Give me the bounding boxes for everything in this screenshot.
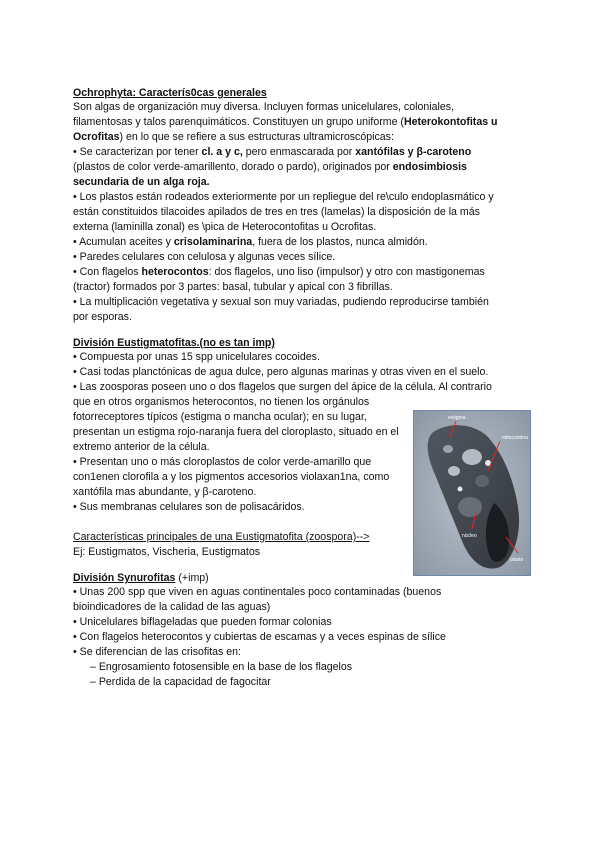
section1-bullet: • Acumulan aceites y crisolaminarina, fuera de los plastos, nunca almidón. [73, 236, 428, 248]
section1-bullet: • Los plastos están rodeados exteriormente por un repliegue del re\culo endoplasmático y [73, 191, 494, 203]
section2-bullet: • Casi todas planctónicas de agua dulce, pero algunas marinas y otras viven en el suelo. [73, 366, 489, 378]
section2-line: presentan un estigma rojo-naranja fuera del cloroplasto, situado en el [73, 426, 399, 438]
section2-line: con1enen clorofila a y los pigmentos accesorios violaxan1na, como [73, 471, 390, 483]
section3-subitem: – Perdida de la capacidad de fagocitar [90, 676, 271, 688]
section1-line: están constituidos tilacoides apilados de tres en tres (lamelas) la disposición de la más [73, 206, 480, 218]
section2-bullet: • Las zoosporas poseen uno o dos flagelos que surgen del ápice de la célula. Al contrario [73, 381, 492, 393]
label-mitocondria: mitocondria [502, 435, 528, 441]
section2-line: extremo anterior de la célula. [73, 441, 210, 453]
section1-line: secundaria de un alga roja. [73, 176, 210, 188]
section1-line: filamentosas y talos parenquimáticos. Constituyen un grupo uniforme (Heterokontofitas u [73, 116, 498, 128]
section2-bullet: • Compuesta por unas 15 spp unicelulares cocoides. [73, 351, 320, 363]
section1-bullet: • Paredes celulares con celulosa y algunas veces sílice. [73, 251, 336, 263]
section1-line: Son algas de organización muy diversa. Incluyen formas unicelulares, coloniales, [73, 101, 454, 113]
section2-line: fotorreceptores típicos (estigma o mancha ocular); en su lugar, [73, 411, 367, 423]
section1-line: (plastos de color verde-amarillento, dorado o pardo), originados por endosimbiosis [73, 161, 467, 173]
section1-line: por esporas. [73, 311, 132, 323]
section2-bullet: • Sus membranas celulares son de polisacáridos. [73, 501, 305, 513]
label-nucleo: núcleo [462, 533, 477, 539]
eustigmatophyte-micrograph [413, 410, 531, 576]
micrograph-image [414, 411, 530, 575]
section3-title: División Synurofitas (+imp) [73, 572, 209, 584]
section1-bullet: • Con flagelos heterocontos: dos flagelos, uno liso (impulsor) y otro con mastigonemas [73, 266, 485, 278]
section3-subitem: – Engrosamiento fotosensible en la base de los flagelos [90, 661, 353, 673]
label-plasto: plasto [510, 557, 524, 563]
section3-bullet: • Unicelulares biflageladas que pueden formar colonias [73, 616, 332, 628]
section2-line: que en otros organismos heterocontos, no tienen los orgánulos [73, 396, 370, 408]
section3-bullet: • Se diferencian de las crisofitas en: [73, 646, 241, 658]
section2-title: División Eustigmatofitas.(no es tan imp) [73, 337, 275, 349]
section1-line: (tractor) formados por 3 partes: basal, tubular y apical con 3 fibrillas. [73, 281, 393, 293]
section1-line: Ocrofitas) en lo que se refiere a sus estructuras ultramicroscópicas: [73, 131, 394, 143]
section1-line: externa (laminilla zonal) es \pica de Heterocontofitas u Ocrofitas. [73, 221, 377, 233]
label-estigma: estigma [448, 415, 466, 421]
section2-bullet: • Presentan uno o más cloroplastos de color verde-amarillo que [73, 456, 372, 468]
examples-line: Ej: Eustigmatos, Vischeria, Eustigmatos [73, 546, 261, 558]
section3-line: bioindicadores de la calidad de las aguas) [73, 601, 271, 613]
section1-bullet: • La multiplicación vegetativa y sexual son muy variadas, pudiendo reproducirse también [73, 296, 489, 308]
section1-bullet: • Se caracterizan por tener cl. a y c, pero enmascarada por xantófilas y β-caroteno [73, 146, 472, 158]
section1-title: Ochrophyta: Caracterís0cas generales [73, 87, 267, 99]
section2-line: xantófila mas abundante, y β-caroteno. [73, 486, 257, 498]
figure-caption: Características principales de una Eustigmatofita (zoospora)--> [73, 531, 370, 543]
section3-bullet: • Con flagelos heterocontos y cubiertas de escamas y a veces espinas de sílice [73, 631, 446, 643]
section3-bullet: • Unas 200 spp que viven en aguas continentales poco contaminadas (buenos [73, 586, 442, 598]
